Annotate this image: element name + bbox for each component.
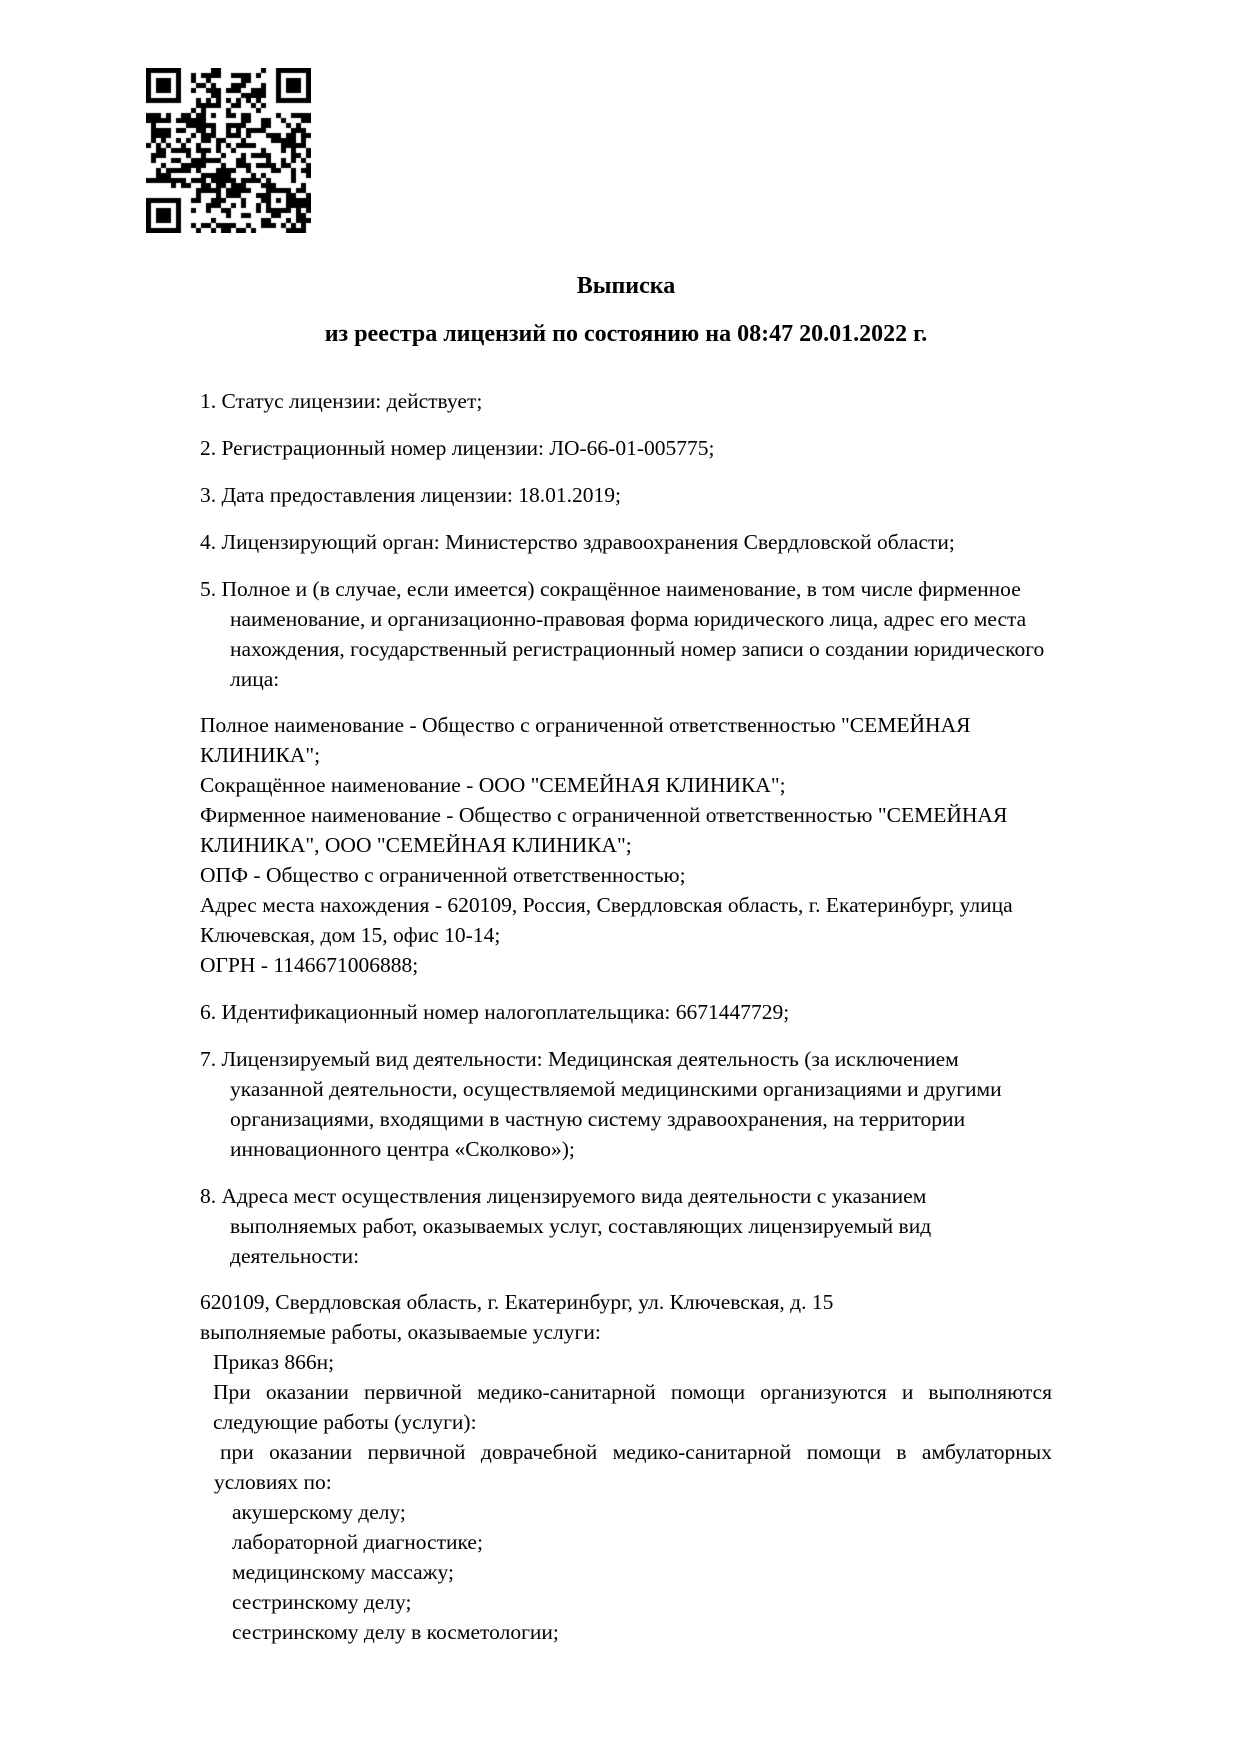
works-header-line: выполняемые работы, оказываемые услуги: [200, 1320, 601, 1344]
service-item: сестринскому делу в косметологии; [232, 1620, 559, 1644]
list-item-status [200, 386, 1052, 416]
document-content [200, 272, 1052, 1647]
list-item-grant-date [200, 480, 1052, 510]
item-text: Статус лицензии: действует; [221, 389, 483, 413]
item-text: Дата предоставления лицензии: 18.01.2019; [221, 483, 621, 507]
service-item: медицинскому массажу; [232, 1560, 454, 1584]
company-full-name: Полное наименование - Общество с ограниченной ответственностью "СЕМЕЙНАЯ КЛИНИКА"; [200, 713, 971, 767]
order-line: Приказ 866н; [213, 1350, 335, 1374]
qr-code-icon [146, 68, 311, 233]
pre-medical-care-paragraph: при оказании первичной доврачебной медико-санитарной помощи в амбулаторных условиях по: [214, 1440, 1052, 1494]
list-item-inn [200, 997, 1052, 1027]
item-text: Полное и (в случае, если имеется) сокращённое наименование, в том числе фирменное наименование, и организационно-правовая форма юридического лица, адрес его места нахождения, государственный регистрационный номер записи о создании юридического лица: [221, 577, 1045, 691]
services-block [200, 1287, 1052, 1647]
page-title: Выписка [576, 273, 676, 299]
list-item-activity-addresses [200, 1181, 1052, 1271]
company-brand-name: Фирменное наименование - Общество с ограниченной ответственностью "СЕМЕЙНАЯ КЛИНИКА", ООО "СЕМЕЙНАЯ КЛИНИКА"; [200, 803, 1008, 857]
service-item: акушерскому делу; [232, 1500, 406, 1524]
item-number: 8. [200, 1184, 217, 1208]
item-number: 1. [200, 389, 217, 413]
company-ogrn: ОГРН - 1146671006888; [200, 953, 419, 977]
company-legal-form: ОПФ - Общество с ограниченной ответственностью; [200, 863, 686, 887]
item-text: Лицензируемый вид деятельности: Медицинская деятельность (за исключением указанной деятельности, осуществляемой медицинскими организациями и другими организациями, входящими в частную систему здравоохранения, на территории инновационного центра «Сколково»); [221, 1047, 1002, 1161]
item-number: 3. [200, 483, 217, 507]
item-number: 6. [200, 1000, 217, 1024]
activity-address-line: 620109, Свердловская область, г. Екатеринбург, ул. Ключевская, д. 15 [200, 1290, 834, 1314]
item-text: Лицензирующий орган: Министерство здравоохранения Свердловской области; [221, 530, 955, 554]
item-number: 7. [200, 1047, 217, 1071]
service-item: лабораторной диагностике; [232, 1530, 483, 1554]
list-item-licensed-activity [200, 1044, 1052, 1164]
item-text: Адреса мест осуществления лицензируемого вида деятельности с указанием выполняемых работ, оказываемых услуг, составляющих лицензируемый вид деятельности: [221, 1184, 932, 1268]
page-subtitle: из реестра лицензий по состоянию на 08:47 20.01.2022 г. [324, 321, 928, 347]
item-text: Регистрационный номер лицензии: ЛО-66-01-005775; [221, 436, 715, 460]
list-item-reg-number [200, 433, 1052, 463]
list-item-licensing-authority [200, 527, 1052, 557]
item-text: Идентификационный номер налогоплательщика: 6671447729; [221, 1000, 790, 1024]
service-item: сестринскому делу; [232, 1590, 412, 1614]
item-number: 4. [200, 530, 217, 554]
primary-care-paragraph: При оказании первичной медико-санитарной помощи организуются и выполняются следующие работы (услуги): [213, 1380, 1052, 1434]
company-short-name: Сокращённое наименование - ООО "СЕМЕЙНАЯ КЛИНИКА"; [200, 773, 786, 797]
list-item-legal-entity-info [200, 574, 1052, 694]
item-number: 2. [200, 436, 217, 460]
company-address: Адрес места нахождения - 620109, Россия, Свердловская область, г. Екатеринбург, улица Ключевская, дом 15, офис 10-14; [200, 893, 1013, 947]
item-number: 5. [200, 577, 217, 601]
company-details-block [200, 710, 1052, 980]
